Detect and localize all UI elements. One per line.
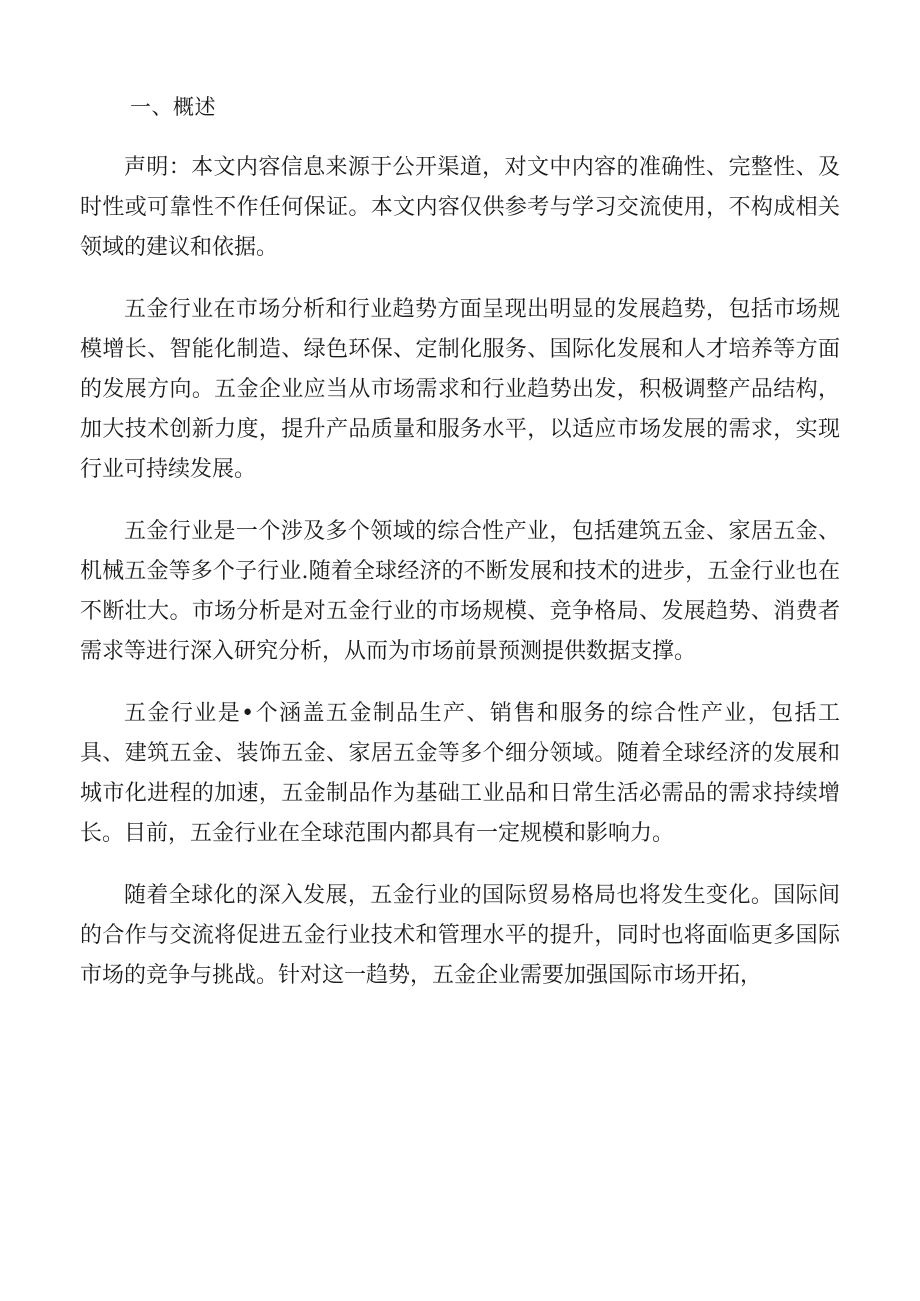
disclaimer-paragraph: 声明：本文内容信息来源于公开渠道，对文中内容的准确性、完整性、及时性或可靠性不作任何保证。本文内容仅供参考与学习交流使用，不构成相关领域的建议和依据。: [80, 155, 840, 260]
body-text: [80, 148, 840, 1018]
body-paragraph: 五金行业是•个涵盖五金制品生产、销售和服务的综合性产业，包括工具、建筑五金、装饰五金、家居五金等多个细分领域。随着全球经济的发展和城市化进程的加速，五金制品作为基础工业品和日常生活必需品的需求持续增长。目前，五金行业在全球范围内都具有一定规模和影响力。: [80, 701, 840, 846]
body-paragraph: 五金行业是一个涉及多个领域的综合性产业，包括建筑五金、家居五金、机械五金等多个子行业.随着全球经济的不断发展和技术的进步，五金行业也在不断壮大。市场分析是对五金行业的市场规模、竞争格局、发展趋势、消费者需求等进行深入研究分析，从而为市场前景预测提供数据支撑。: [80, 519, 840, 664]
section-heading: 一、概述: [130, 95, 216, 119]
body-paragraph: 随着全球化的深入发展，五金行业的国际贸易格局也将发生变化。国际间的合作与交流将促进五金行业技术和管理水平的提升，同时也将面临更多国际市场的竞争与挑战。针对这一趋势，五金企业需要加强国际市场开拓，: [80, 883, 840, 988]
body-paragraph: 五金行业在市场分析和行业趋势方面呈现出明显的发展趋势，包括市场规模增长、智能化制造、绿色环保、定制化服务、国际化发展和人才培养等方面的发展方向。五金企业应当从市场需求和行业趋势出发，积极调整产品结构，加大技术创新力度，提升产品质量和服务水平，以适应市场发展的需求，实现行业可持续发展。: [80, 297, 840, 482]
